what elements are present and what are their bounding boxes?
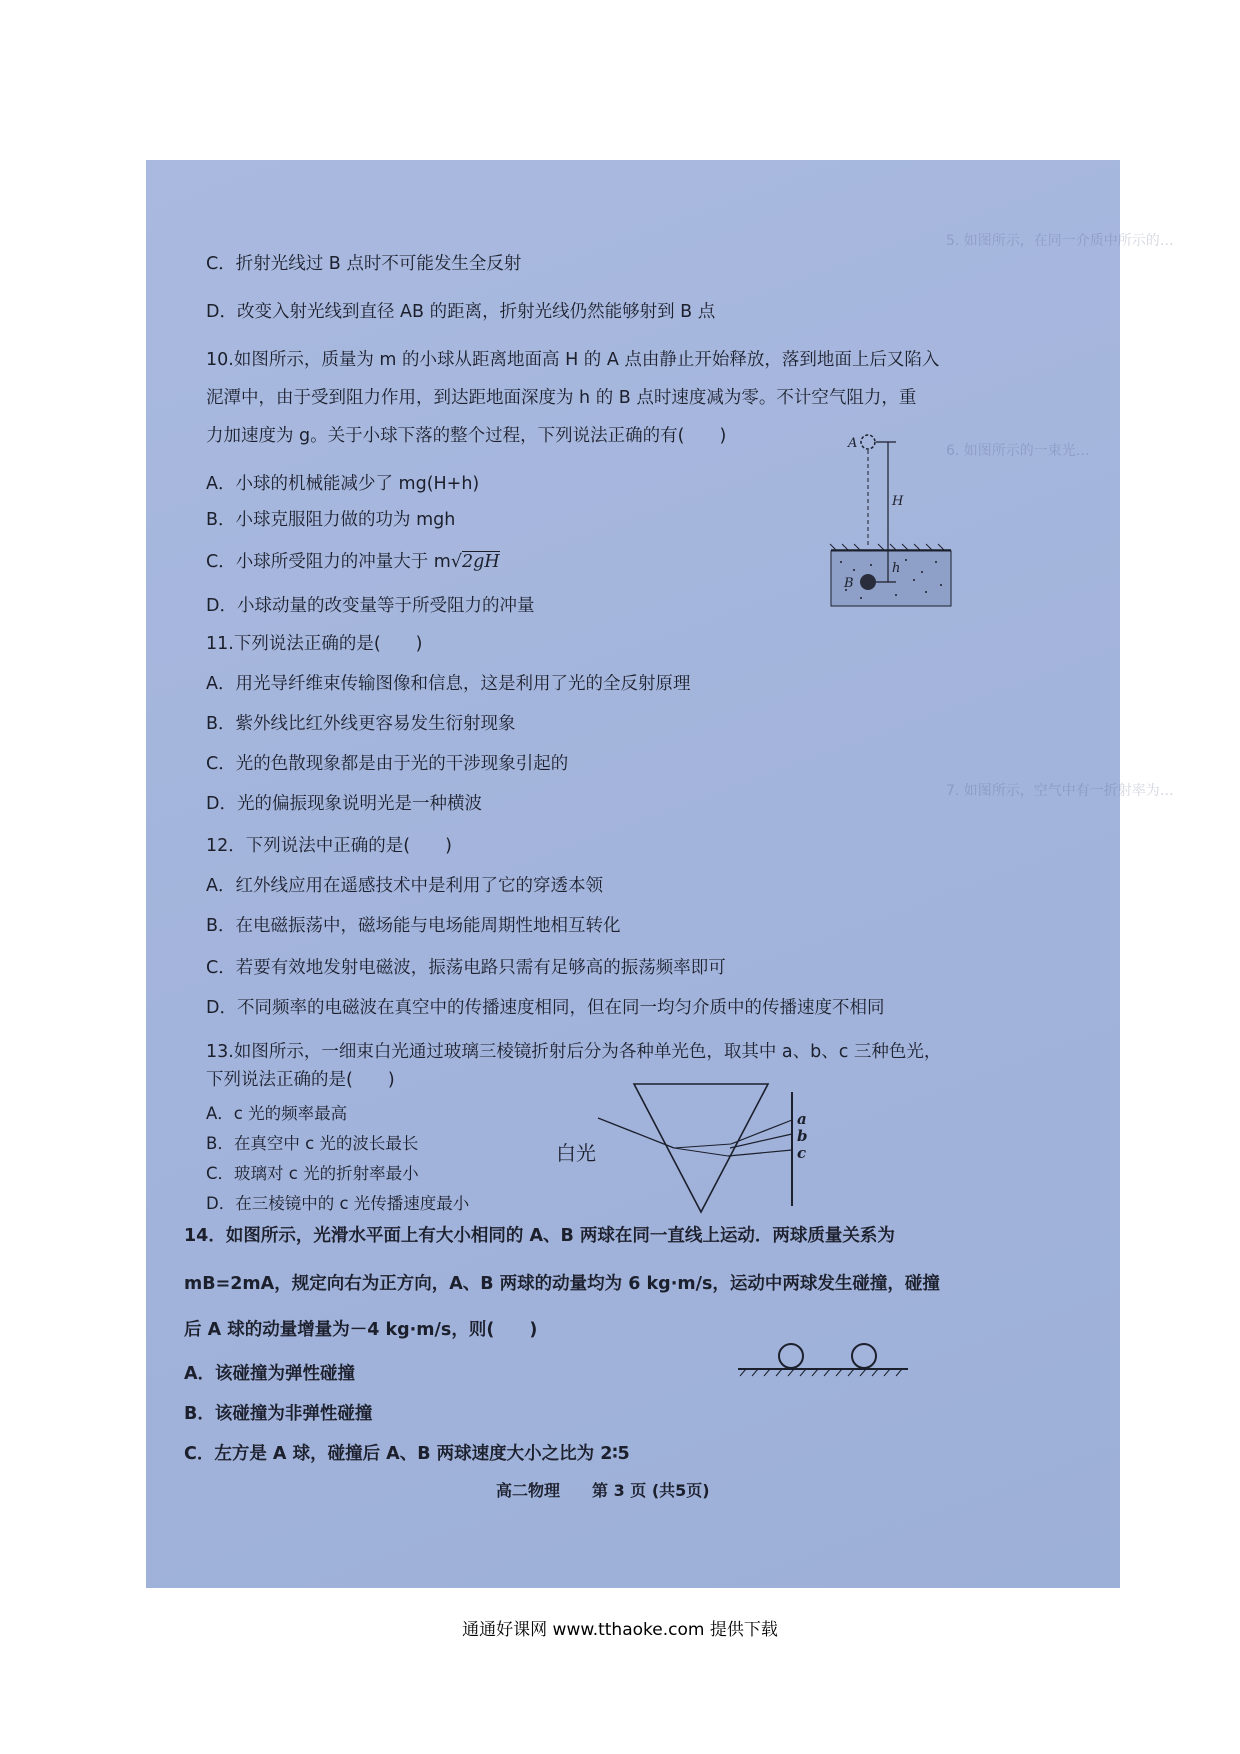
q11-stem: 11.下列说法正确的是( ) [206,634,423,654]
q11-option-d: D．光的偏振现象说明光是一种横波 [206,794,482,814]
q9-option-d: D．改变入射光线到直径 AB 的距离，折射光线仍然能够射到 B 点 [206,302,716,322]
two-balls-figure [736,1332,911,1382]
q12-stem: 12．下列说法中正确的是( ) [206,836,452,856]
q14-option-b: B．该碰撞为非弹性碰撞 [184,1404,373,1424]
q14-stem-line3: 后 A 球的动量增量为－4 kg·m/s，则( ) [184,1320,538,1340]
q10-option-c [206,548,500,573]
q14-option-a: A．该碰撞为弹性碰撞 [184,1364,356,1384]
ball-a [779,1344,803,1368]
label-a: A [848,436,858,451]
floor-hatch [740,1369,902,1376]
q12-option-d: D．不同频率的电磁波在真空中的传播速度相同，但在同一均匀介质中的传播速度不相同 [206,998,885,1018]
q12-option-a: A．红外线应用在遥感技术中是利用了它的穿透本领 [206,876,603,896]
download-source-note: 通通好课网 www.tthaoke.com 提供下载 [462,1620,778,1640]
q13-stem-line1: 13.如图所示，一细束白光通过玻璃三棱镜折射后分为各种单光色，取其中 a、b、c 三种色光， [206,1042,942,1062]
q12-option-c: C．若要有效地发射电磁波，振荡电路只需有足够高的振荡频率即可 [206,958,726,978]
ground-hatch [830,544,944,550]
q11-option-a: A．用光导纤维束传输图像和信息，这是利用了光的全反射原理 [206,674,691,694]
white-light-label: 白光 [556,1141,596,1165]
inner-ray-a [674,1144,731,1148]
bleed-through-text: 6. 如图所示的一束光… [946,443,1090,459]
inner-ray-c [674,1148,728,1156]
q10-stem-line2: 泥潭中，由于受到阻力作用，到达距地面深度为 h 的 B 点时速度减为零。不计空气阻力，重 [206,388,917,408]
label-b: B [844,576,854,591]
q13-option-b: B．在真空中 c 光的波长最长 [206,1134,419,1153]
ball-at-b [860,574,876,590]
q11-option-c: C．光的色散现象都是由于光的干涉现象引起的 [206,754,569,774]
falling-ball-figure [826,430,956,630]
q10-option-b: B．小球克服阻力做的功为 mgh [206,510,456,530]
q13-stem-line2: 下列说法正确的是( ) [206,1070,395,1090]
q10-stem-line1: 10.如图所示，质量为 m 的小球从距离地面高 H 的 A 点由静止开始释放，落到地面上后又陷入 [206,350,940,370]
ray-c [728,1150,792,1156]
page-footer: 高二物理 第 3 页 (共5页) [496,1481,710,1500]
q13-option-d: D．在三棱镜中的 c 光传播速度最小 [206,1194,470,1213]
incident-ray [598,1118,674,1148]
q14-stem-line1: 14．如图所示，光滑水平面上有大小相同的 A、B 两球在同一直线上运动．两球质量关系为 [184,1226,895,1246]
q14-stem-line2: mB=2mA，规定向右为正方向，A、B 两球的动量均为 6 kg·m/s，运动中两球发生碰撞，碰撞 [184,1274,940,1294]
sqrt-sign: √ [450,552,462,572]
q10-option-c-text: C．小球所受阻力的冲量大于 m [206,552,451,572]
q13-option-c: C．玻璃对 c 光的折射率最小 [206,1164,419,1183]
bleed-through-text: 5. 如图所示，在同一介质中所示的… [946,233,1174,249]
q13-option-a: A．c 光的频率最高 [206,1104,348,1123]
ball-at-a [861,435,875,449]
ball-b [852,1344,876,1368]
label-c: c [797,1144,807,1162]
q14-option-c: C．左方是 A 球，碰撞后 A、B 两球速度大小之比为 2∶5 [184,1444,630,1464]
label-a: a [797,1110,807,1128]
label-h-small: h [892,561,901,576]
prism-triangle [634,1084,768,1212]
q10-stem-line3: 力加速度为 g。关于小球下落的整个过程，下列说法正确的有( ) [206,426,727,446]
label-b: b [797,1127,808,1145]
q12-option-b: B．在电磁振荡中，磁场能与电场能周期性地相互转化 [206,916,621,936]
sqrt-radicand: 2gH [462,552,500,572]
q10-option-d: D．小球动量的改变量等于所受阻力的冲量 [206,596,535,616]
prism-figure [556,1078,816,1218]
bleed-through-text: 7. 如图所示，空气中有一折射率为… [946,783,1174,799]
q9-option-c: C．折射光线过 B 点时不可能发生全反射 [206,254,522,274]
label-h-big: H [892,494,904,509]
scanned-exam-page [146,160,1174,1588]
q10-option-a: A．小球的机械能减少了 mg(H+h) [206,474,480,494]
q11-option-b: B．紫外线比红外线更容易发生衍射现象 [206,714,516,734]
